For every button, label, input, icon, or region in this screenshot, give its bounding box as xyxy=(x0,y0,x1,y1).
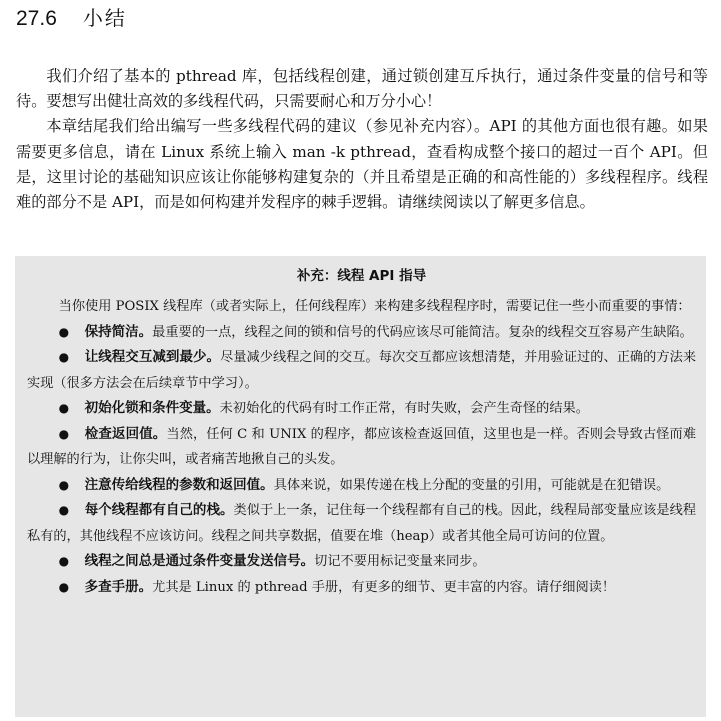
bullet-icon: ● xyxy=(58,426,70,441)
bullet-icon: ● xyxy=(58,350,70,364)
body-paragraph: 我们介绍了基本的 pthread 库，包括线程创建，通过锁创建互斥执行，通过条件变量的信号和等待。要想写出健壮高效的多线程代码，只需要耐心和万分小心！ xyxy=(16,67,708,111)
body-paragraph: 本章结尾我们给出编写一些多线程代码的建议（参见补充内容）。API 的其他方面也很有趣。如果需要更多信息，请在 Linux 系统上输入 man -k pthread，查看构成整个接口的超过一百个 API。但是，这里讨论的基础知识应该让你能够构建复杂的（并且希望是正确的和高性能的）多线程程序。线程难的部分不是 API，而是如何构建并发程序的棘手逻辑。请继续阅读以了解更多信息。 xyxy=(16,117,708,212)
section-body xyxy=(16,64,708,215)
bullet-icon: ● xyxy=(58,401,70,415)
item-title: 让线程交互减到最少。 xyxy=(84,349,221,365)
list-item xyxy=(27,320,696,346)
list-item xyxy=(27,422,696,473)
bullet-icon: ● xyxy=(58,503,70,517)
item-text: 尽量减少线程之间的交互。每次交互都应该想清楚，并用验证过的、正确的方法来实现（很多方法会在后续章节中学习）。 xyxy=(27,350,697,391)
item-text: 未初始化的代码有时工作正常，有时失败，会产生奇怪的结果。 xyxy=(219,401,589,416)
section-heading xyxy=(16,2,127,32)
item-text: 最重要的一点，线程之间的锁和信号的代码应该尽可能简洁。复杂的线程交互容易产生缺陷。 xyxy=(152,324,693,340)
item-title: 保持简洁。 xyxy=(84,323,153,340)
list-item xyxy=(27,498,696,549)
item-title: 多查手册。 xyxy=(84,578,153,595)
list-item xyxy=(27,396,696,422)
list-item xyxy=(27,473,696,499)
item-title: 线程之间总是通过条件变量发送信号。 xyxy=(84,553,315,569)
sidebar-intro: 当你使用 POSIX 线程库（或者实际上，任何线程库）来构建多线程程序时，需要记住一些小而重要的事情： xyxy=(58,299,691,314)
list-item xyxy=(27,575,696,601)
bullet-icon: ● xyxy=(58,579,70,594)
list-item xyxy=(27,549,696,575)
item-text: 尤其是 Linux 的 pthread 手册，有更多的细节、更丰富的内容。请仔细阅读！ xyxy=(152,579,616,595)
bullet-icon: ● xyxy=(58,477,70,492)
item-title: 检查返回值。 xyxy=(84,425,167,442)
item-title: 每个线程都有自己的栈。 xyxy=(84,502,234,518)
sidebar-box xyxy=(15,256,706,717)
item-title: 初始化锁和条件变量。 xyxy=(84,400,220,416)
item-text: 当然，任何 C 和 UNIX 的程序，都应该检查返回值，这里也是一样。否则会导致古怪而难以理解的行为，让你尖叫，或者痛苦地揪自己的头发。 xyxy=(27,426,697,467)
item-text: 切记不要用标记变量来同步。 xyxy=(314,554,486,569)
item-text: 类似于上一条，记住每一个线程都有自己的栈。因此，线程局部变量应该是线程私有的，其他线程不应该访问。线程之间共享数据，值要在堆（heap）或者其他全局可访问的位置。 xyxy=(27,503,697,544)
bullet-icon: ● xyxy=(58,324,70,339)
item-text: 具体来说，如果传递在栈上分配的变量的引用，可能就是在犯错误。 xyxy=(273,477,670,493)
bullet-icon: ● xyxy=(58,554,70,568)
section-number: 27.6 xyxy=(16,7,57,30)
sidebar-title: 补充：线程 API 指导 xyxy=(296,268,427,284)
section-title: 小结 xyxy=(82,6,127,30)
item-title: 注意传给线程的参数和返回值。 xyxy=(84,476,274,493)
list-item xyxy=(27,345,696,396)
